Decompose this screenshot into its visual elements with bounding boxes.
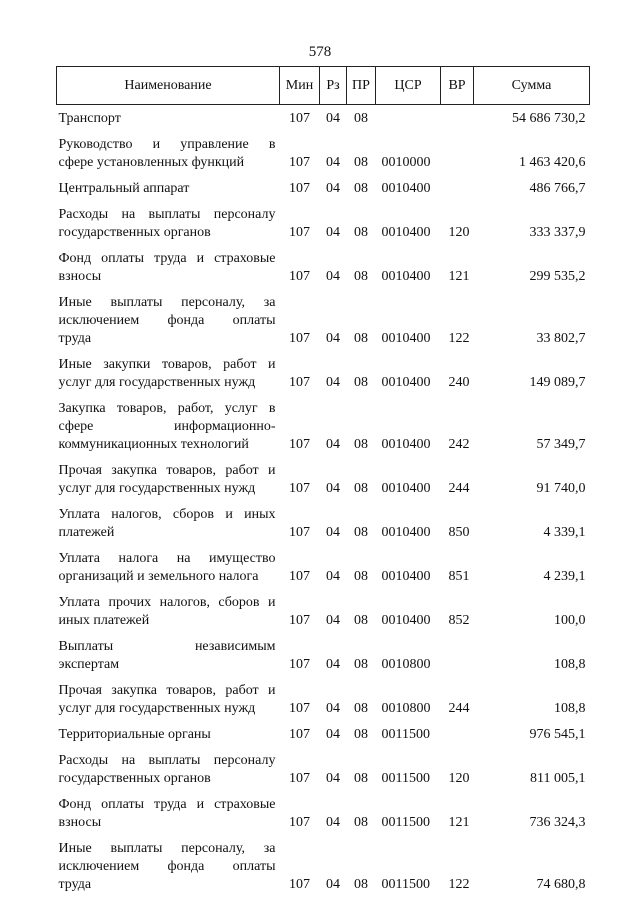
row-sum: 976 545,1 xyxy=(529,727,586,742)
row-sum: 736 324,3 xyxy=(529,815,586,830)
row-rz: 04 xyxy=(326,269,340,284)
table-row xyxy=(57,791,590,835)
row-vr: 121 xyxy=(448,269,470,284)
row-min: 107 xyxy=(289,569,310,584)
row-rz: 04 xyxy=(326,525,340,540)
table-row xyxy=(57,633,590,677)
row-csr: 0010400 xyxy=(381,569,431,584)
row-sum: 33 802,7 xyxy=(536,331,586,346)
row-name xyxy=(57,633,280,677)
page-number: 578 xyxy=(308,44,332,60)
row-vr: 242 xyxy=(448,437,470,452)
table-row xyxy=(57,131,590,175)
row-pr: 08 xyxy=(354,727,368,742)
row-csr: 0010800 xyxy=(381,657,431,672)
table-row xyxy=(57,677,590,721)
row-csr: 0010400 xyxy=(381,375,431,390)
row-vr xyxy=(441,175,474,201)
row-vr: 240 xyxy=(448,375,470,390)
row-name xyxy=(57,105,280,132)
row-name-line: Закупка товаров, работ, услуг в xyxy=(58,401,276,416)
table-row xyxy=(57,245,590,289)
row-vr xyxy=(441,105,474,132)
table-row xyxy=(57,395,590,457)
row-name-line: сфере установленных функций xyxy=(58,155,245,170)
row-name-line: государственных органов xyxy=(58,771,211,786)
row-vr: 851 xyxy=(448,569,470,584)
row-sum: 299 535,2 xyxy=(529,269,586,284)
budget-table xyxy=(56,66,590,897)
row-min: 107 xyxy=(289,613,310,628)
table-row xyxy=(57,351,590,395)
row-csr: 0010400 xyxy=(381,331,431,346)
row-rz: 04 xyxy=(326,569,340,584)
row-name-line: Уплата налога на имущество xyxy=(58,551,276,566)
row-rz: 04 xyxy=(326,331,340,346)
row-sum: 108,8 xyxy=(554,657,586,672)
table-body xyxy=(57,105,590,898)
table-row xyxy=(57,747,590,791)
row-sum: 54 686 730,2 xyxy=(512,111,586,126)
row-rz: 04 xyxy=(326,181,340,196)
row-vr: 244 xyxy=(448,481,470,496)
row-min: 107 xyxy=(289,727,310,742)
row-name xyxy=(57,677,280,721)
row-sum: 108,8 xyxy=(554,701,586,716)
table-row xyxy=(57,835,590,897)
row-csr: 0011500 xyxy=(381,877,430,892)
row-pr: 08 xyxy=(354,375,368,390)
row-vr: 244 xyxy=(448,701,470,716)
row-pr: 08 xyxy=(354,181,368,196)
row-name-line: экспертам xyxy=(58,657,120,672)
row-name-line: иных платежей xyxy=(58,613,150,628)
row-sum: 333 337,9 xyxy=(529,225,586,240)
row-min: 107 xyxy=(289,701,310,716)
row-pr: 08 xyxy=(354,331,368,346)
row-sum: 57 349,7 xyxy=(536,437,586,452)
row-name-line: услуг для государственных нужд xyxy=(58,481,256,496)
row-csr: 0010000 xyxy=(381,155,431,170)
row-name xyxy=(57,747,280,791)
table-row xyxy=(57,589,590,633)
row-pr: 08 xyxy=(354,481,368,496)
row-vr xyxy=(441,721,474,747)
table-row xyxy=(57,501,590,545)
row-rz: 04 xyxy=(326,771,340,786)
row-name-line: исключением фонда оплаты xyxy=(58,313,276,328)
row-name xyxy=(57,395,280,457)
row-vr: 120 xyxy=(448,225,470,240)
row-name xyxy=(57,245,280,289)
row-name-line: взносы xyxy=(58,815,102,830)
row-rz: 04 xyxy=(326,375,340,390)
row-csr: 0010400 xyxy=(381,481,431,496)
row-pr: 08 xyxy=(354,877,368,892)
row-name xyxy=(57,289,280,351)
row-name xyxy=(57,791,280,835)
row-name xyxy=(57,501,280,545)
row-csr: 0010400 xyxy=(381,181,431,196)
row-name-line: взносы xyxy=(58,269,102,284)
row-csr xyxy=(376,105,441,132)
row-vr: 852 xyxy=(448,613,470,628)
row-sum: 149 089,7 xyxy=(529,375,586,390)
row-name-line: услуг для государственных нужд xyxy=(58,375,256,390)
row-rz: 04 xyxy=(326,701,340,716)
row-rz: 04 xyxy=(326,657,340,672)
row-min: 107 xyxy=(289,877,310,892)
row-name-line: платежей xyxy=(58,525,115,540)
row-rz: 04 xyxy=(326,155,340,170)
row-pr: 08 xyxy=(354,815,368,830)
row-name-line: Расходы на выплаты персоналу xyxy=(58,207,276,222)
row-name-line: Территориальные органы xyxy=(58,727,211,742)
row-rz: 04 xyxy=(326,727,340,742)
row-name xyxy=(57,835,280,897)
header-csr: ЦСР xyxy=(376,67,441,105)
row-name xyxy=(57,131,280,175)
row-name xyxy=(57,457,280,501)
row-pr: 08 xyxy=(354,437,368,452)
row-min: 107 xyxy=(289,375,310,390)
row-name-line: Центральный аппарат xyxy=(58,181,190,196)
row-min: 107 xyxy=(289,225,310,240)
row-name-line: государственных органов xyxy=(58,225,211,240)
table-row xyxy=(57,545,590,589)
row-rz: 04 xyxy=(326,613,340,628)
header-min: Мин xyxy=(280,67,320,105)
row-name-line: Руководство и управление в xyxy=(58,137,276,152)
row-vr: 120 xyxy=(448,771,470,786)
row-sum: 91 740,0 xyxy=(536,481,586,496)
row-rz: 04 xyxy=(326,437,340,452)
row-min: 107 xyxy=(289,771,310,786)
row-min: 107 xyxy=(289,437,310,452)
row-rz: 04 xyxy=(326,225,340,240)
row-csr: 0010400 xyxy=(381,525,431,540)
row-name-line: Прочая закупка товаров, работ и xyxy=(58,683,276,698)
row-csr: 0011500 xyxy=(381,815,430,830)
row-rz: 04 xyxy=(326,877,340,892)
table-row xyxy=(57,175,590,201)
row-name xyxy=(57,201,280,245)
row-vr: 122 xyxy=(448,877,470,892)
header-rz: Рз xyxy=(320,67,347,105)
row-csr: 0010400 xyxy=(381,225,431,240)
row-csr: 0011500 xyxy=(381,771,430,786)
row-name-line: Уплата прочих налогов, сборов и xyxy=(58,595,276,610)
row-sum: 811 005,1 xyxy=(530,771,586,786)
row-rz: 04 xyxy=(326,481,340,496)
row-pr: 08 xyxy=(354,155,368,170)
row-csr: 0010400 xyxy=(381,613,431,628)
row-pr: 08 xyxy=(354,771,368,786)
row-min: 107 xyxy=(289,181,310,196)
header-name: Наименование xyxy=(57,67,280,105)
row-min: 107 xyxy=(289,525,310,540)
row-name-line: Иные выплаты персоналу, за xyxy=(58,841,276,856)
row-min: 107 xyxy=(289,269,310,284)
row-vr: 850 xyxy=(448,525,470,540)
row-name-line: Прочая закупка товаров, работ и xyxy=(58,463,276,478)
row-name-line: Выплаты независимым xyxy=(58,639,276,654)
row-name-line: Транспорт xyxy=(58,111,121,126)
row-pr: 08 xyxy=(354,525,368,540)
row-pr: 08 xyxy=(354,701,368,716)
row-name-line: сфере информационно- xyxy=(58,419,276,434)
row-name-line: Фонд оплаты труда и страховые xyxy=(58,251,276,266)
row-name-line: Иные закупки товаров, работ и xyxy=(58,357,276,372)
row-vr: 121 xyxy=(448,815,470,830)
row-vr xyxy=(441,633,474,677)
table-row xyxy=(57,289,590,351)
row-csr: 0010400 xyxy=(381,437,431,452)
row-name xyxy=(57,545,280,589)
row-sum: 486 766,7 xyxy=(529,181,586,196)
row-name-line: труда xyxy=(58,331,92,346)
header-sum: Сумма xyxy=(474,67,590,105)
row-sum: 1 463 420,6 xyxy=(519,155,586,170)
row-pr: 08 xyxy=(354,657,368,672)
header-vr: ВР xyxy=(441,67,474,105)
row-name xyxy=(57,351,280,395)
row-vr: 122 xyxy=(448,331,470,346)
row-sum: 4 339,1 xyxy=(543,525,586,540)
row-name-line: коммуникационных технологий xyxy=(58,437,249,452)
row-pr: 08 xyxy=(354,613,368,628)
row-min: 107 xyxy=(289,111,310,126)
row-name-line: Расходы на выплаты персоналу xyxy=(58,753,276,768)
row-min: 107 xyxy=(289,331,310,346)
table-row xyxy=(57,201,590,245)
row-name-line: Иные выплаты персоналу, за xyxy=(58,295,276,310)
row-name xyxy=(57,175,280,201)
row-name-line: организаций и земельного налога xyxy=(58,569,259,584)
row-pr: 08 xyxy=(354,269,368,284)
row-rz: 04 xyxy=(326,111,340,126)
row-name-line: Уплата налогов, сборов и иных xyxy=(58,507,276,522)
table-row xyxy=(57,721,590,747)
table-header xyxy=(57,67,590,105)
table-row xyxy=(57,457,590,501)
row-name-line: исключением фонда оплаты xyxy=(58,859,276,874)
row-pr: 08 xyxy=(354,225,368,240)
row-min: 107 xyxy=(289,155,310,170)
row-name xyxy=(57,589,280,633)
row-name xyxy=(57,721,280,747)
row-name-line: Фонд оплаты труда и страховые xyxy=(58,797,276,812)
row-name-line: труда xyxy=(58,877,92,892)
row-sum: 4 239,1 xyxy=(543,569,586,584)
row-vr xyxy=(441,131,474,175)
row-name-line: услуг для государственных нужд xyxy=(58,701,256,716)
row-csr: 0010800 xyxy=(381,701,431,716)
row-min: 107 xyxy=(289,657,310,672)
row-csr: 0011500 xyxy=(381,727,430,742)
row-min: 107 xyxy=(289,481,310,496)
row-pr: 08 xyxy=(354,111,368,126)
row-csr: 0010400 xyxy=(381,269,431,284)
row-pr: 08 xyxy=(354,569,368,584)
row-sum: 100,0 xyxy=(554,613,586,628)
table-row xyxy=(57,105,590,132)
row-sum: 74 680,8 xyxy=(536,877,586,892)
row-rz: 04 xyxy=(326,815,340,830)
header-pr: ПР xyxy=(347,67,376,105)
row-min: 107 xyxy=(289,815,310,830)
